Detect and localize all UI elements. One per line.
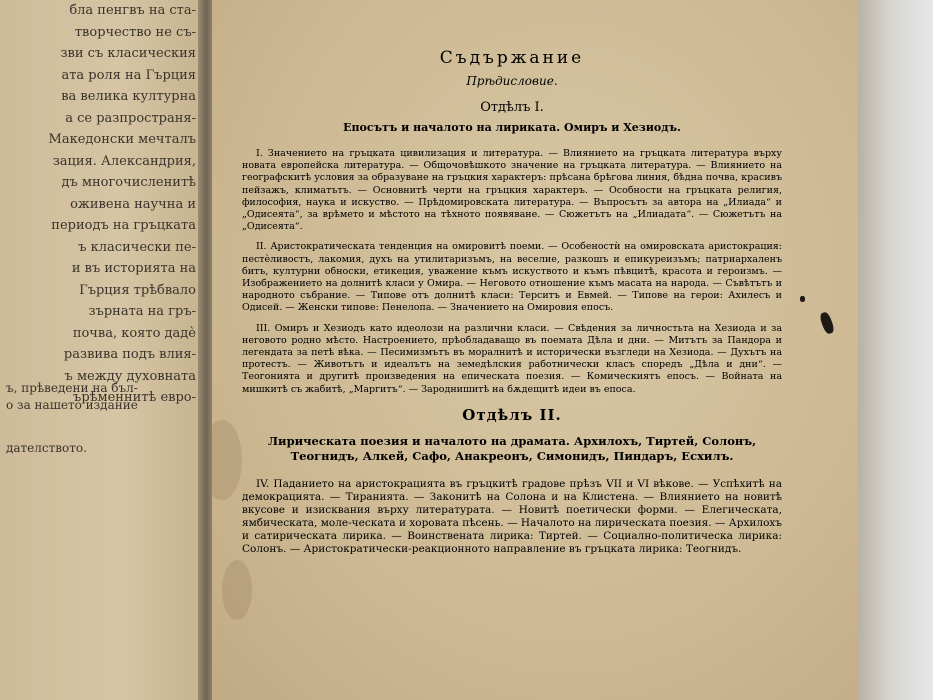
left-line: зация. Александрия, <box>52 153 196 169</box>
left-line: и въ историята на <box>71 261 196 276</box>
page-title: Съдържание <box>439 48 585 68</box>
left-page <box>0 0 200 700</box>
left-line: творчество не съ- <box>74 24 196 40</box>
left-page-text <box>0 0 200 409</box>
left-line: зърната на гръ- <box>88 304 196 319</box>
chapter-4-summary: IV. Паданието на аристокрацията въ гръцкитѣ градове прѣзъ VII и VI вѣкове. — Успѣхитѣ на демокрацията. — Тиранията. — Законитѣ на Солона и на Клистена. — Влиянието на новитѣ вкусове и изисквания върху литературата. — Новитѣ поетически форми. — Елегическата, ямбическата, моле-ческата и хоровата пѣсень. — Началото на лирическата поезия. — Архилохъ и сатирическата лирика. — Воинствената лирика: Тиртей. — Социално-политическа лирика: Солонъ. — Аристократически-реакционното направление въ гръцката лирика: Теогнидъ. <box>242 477 782 555</box>
ink-mark <box>819 311 836 335</box>
section-2-title: Лирическата поезия и началото на драмата. Архилохъ, Тиртей, Солонъ, Теогнидъ, Алкей, Сафо, Анакреонъ, Симонидъ, Пиндаръ, Есхилъ. <box>267 433 757 463</box>
left-line: ва велика културна <box>61 89 196 104</box>
footnote-line: ъ, прѣведени на бъл- <box>6 381 138 395</box>
section-2-heading: Отдѣлъ II. <box>462 405 562 424</box>
left-line: зви съ класическия <box>60 46 196 61</box>
chapter-1-summary: I. Значението на гръцката цивилизация и литература. — Влиянието на гръцката литература върху новата европейска литература. — Общочовѣшкото значение на гръцката литература. — Влиянието на географскитѣ условия за образуване на гръцкия характеръ: прѣсана брѣгова линия, бѣдна почва, красивъ пейзажъ, климатътъ. — Основнитѣ черти на гръцкия характеръ. — Особности на гръцката религия, философия, наука и искуство. — Прѣдомировската литература. — Въпросътъ за автора на „Илиада“ и „Одисеята“, за врѣмето и мѣстото на тѣхното появяване. — Сюжетътъ на „Илиадата“. — Сюжетътъ на „Одисеята“. <box>242 148 782 233</box>
table-of-contents <box>242 40 782 566</box>
page-stain <box>212 420 242 500</box>
left-line: а се разпространя- <box>65 110 196 126</box>
left-line: периодъ на гръцката <box>51 218 196 233</box>
left-line: Македонски мечталъ <box>48 132 196 147</box>
chapter-2-summary: II. Аристократическата тенденция на омировитѣ поеми. — Особеностѝ на омировската аристокрация: пестѐливостъ, лакомия, духъ на утилитаризъмъ, на веселие, разкошъ и епикуреизъмъ; патриархаленъ битъ, културни обноски, етикеция, уважение къмъ искуството и къмъ пѣвцитѣ, красота и героизмъ. — Изображението на долнитѣ класи у Омира. — Неговото отношение къмъ масата на народа. — Съвѣтътъ и народното събрание. — Типове отъ долнитѣ класи: Терситъ и Евмей. — Типове на герои: Ахилесъ и Одисей. — Женски типове: Пенелопа. — Значението на Омировия епосъ. <box>242 241 782 314</box>
section-1-title: Епосътъ и началото на лириката. Омиръ и Хезиодъ. <box>343 121 681 134</box>
left-line: дъ многочисленитѣ <box>61 175 196 190</box>
preface-entry: Прѣдисловие. <box>466 74 558 88</box>
chapter-3-summary: III. Омиръ и Хезиодъ като идеолози на различни класи. — Свѣдения за личностьта на Хезиода и за неговото родно мѣсто. Настроението, прѣобладаващо въ поемата Дѣла и дни. — Митътъ за Пандора и легендата за петѣ вѣка. — Песимизмътъ въ моралнитѣ и исторически възгледи на Хезиода. — Духътъ на протестъ. — Животътъ и идеалътъ на земедѣлския работнически класъ споредъ „Дѣла и дни“. — Теогонията и другитѣ произведения на епическата поезия. — Комическиятъ епосъ. — Войната на мишкитѣ съ жабитѣ, „Маргитъ“. — Зароднишитѣ на бѫдещитѣ идеи въ епоса. <box>242 322 782 395</box>
left-line: ъ между духовната <box>64 368 196 384</box>
left-line: почва, която дадѐ <box>72 325 196 341</box>
left-line: бла пенгвъ на ста- <box>69 3 196 18</box>
left-line: развива подъ влия- <box>63 347 196 362</box>
left-line: оживена научна и <box>70 196 196 212</box>
section-1-heading: Отдѣлъ I. <box>480 100 544 115</box>
left-page-footnote <box>6 380 196 457</box>
left-line: ърѣменнитѣ евро- <box>73 390 196 405</box>
table-surface <box>858 0 933 700</box>
footnote-line: о за нашето издание <box>6 398 138 412</box>
left-line: ата роля на Гърция <box>61 67 196 83</box>
footnote-line: дателството. <box>6 441 87 455</box>
page-stain <box>222 560 252 620</box>
left-line: ъ класически пе- <box>78 239 196 255</box>
left-line: Гърция трѣбвало <box>79 282 196 298</box>
ink-dot <box>800 296 805 302</box>
